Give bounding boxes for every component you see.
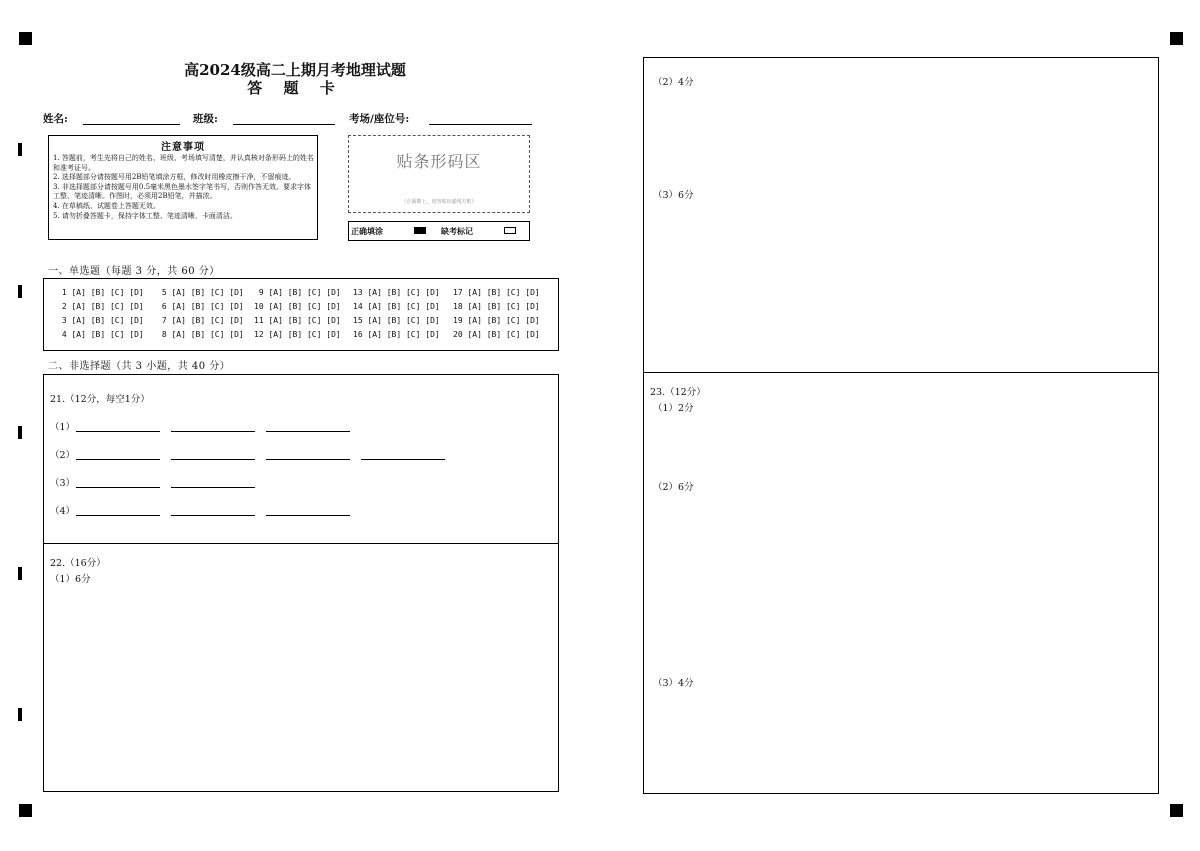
absent-mark-checkbox[interactable] [504,227,516,234]
correct-fill-label: 正确填涂 [351,226,383,236]
question-23-part-3: （3）4分 [653,678,694,689]
notice-item: 1. 答题前，考生先将自己的姓名、班级、考场填写清楚，并认真核对条形码上的姓名和准考证号。 [53,154,314,172]
answer-blank[interactable] [76,515,160,516]
answer-blank[interactable] [171,515,255,516]
class-label: 班级: [193,113,218,125]
choice-item[interactable]: 15 [A] [B] [C] [D] [353,316,440,325]
name-label: 姓名: [43,113,68,125]
registration-mark [19,804,32,817]
question-22-part-2: （2）4分 [653,77,694,88]
question-23-box[interactable] [643,372,1159,794]
answer-blank[interactable] [266,515,350,516]
answer-blank[interactable] [76,487,160,488]
choice-item[interactable]: 9 [A] [B] [C] [D] [254,288,341,297]
choice-item[interactable]: 6 [A] [B] [C] [D] [157,302,244,311]
question-22-part-1: （1）6分 [50,574,91,585]
choice-item[interactable]: 1 [A] [B] [C] [D] [57,288,144,297]
question-21-part-label: （2） [50,450,76,461]
choice-item[interactable]: 13 [A] [B] [C] [D] [353,288,440,297]
multiple-choice-grid [43,278,559,351]
choice-item[interactable]: 11 [A] [B] [C] [D] [254,316,341,325]
choice-item[interactable]: 4 [A] [B] [C] [D] [57,330,144,339]
choice-item[interactable]: 20 [A] [B] [C] [D] [453,330,540,339]
question-23-part-1: （1）2分 [653,403,694,414]
page-title: 高2024级高二上期月考地理试题 [184,61,406,79]
choice-item[interactable]: 19 [A] [B] [C] [D] [453,316,540,325]
choice-item[interactable]: 5 [A] [B] [C] [D] [157,288,244,297]
section-1-title: 一、单选题（每题 3 分，共 60 分） [48,266,220,277]
answer-blank[interactable] [76,431,160,432]
choice-item[interactable]: 16 [A] [B] [C] [D] [353,330,440,339]
notice-list [53,154,314,221]
question-21-title: 21.（12分，每空1分） [50,394,150,405]
choice-item[interactable]: 12 [A] [B] [C] [D] [254,330,341,339]
question-22-title: 22.（16分） [50,558,106,569]
timing-mark [18,426,22,439]
notice-title: 注意事项 [161,142,205,153]
choice-item[interactable]: 14 [A] [B] [C] [D] [353,302,440,311]
registration-mark [1170,804,1183,817]
timing-mark [18,143,22,156]
choice-item[interactable]: 7 [A] [B] [C] [D] [157,316,244,325]
timing-mark [18,567,22,580]
registration-mark [1170,32,1183,45]
answer-blank[interactable] [171,459,255,460]
registration-mark [19,32,32,45]
filled-box-icon [414,227,426,234]
answer-blank[interactable] [361,459,445,460]
question-23-title: 23.（12分） [650,387,706,398]
student-info-row [43,111,538,127]
fill-legend [348,221,530,241]
section-2-title: 二、非选择题（共 3 小题，共 40 分） [48,361,231,372]
question-23-part-2: （2）6分 [653,482,694,493]
barcode-title: 贴条形码区 [396,152,482,171]
question-22-continued-box[interactable] [643,57,1159,373]
seat-field[interactable] [429,124,532,125]
answer-blank[interactable] [171,431,255,432]
timing-mark [18,285,22,298]
question-21-part-label: （1） [50,422,76,433]
notice-item: 4. 在草稿纸、试题卷上答题无效。 [53,201,160,210]
question-21-box [43,374,559,544]
answer-blank[interactable] [76,459,160,460]
question-22-box[interactable] [43,543,559,792]
answer-blank[interactable] [266,431,350,432]
notice-box [48,135,318,240]
question-21-part-label: （3） [50,478,76,489]
choice-item[interactable]: 3 [A] [B] [C] [D] [57,316,144,325]
choice-item[interactable]: 18 [A] [B] [C] [D] [453,302,540,311]
seat-label: 考场/座位号: [349,113,410,125]
question-22-part-3: （3）6分 [653,190,694,201]
barcode-note: （正面朝上，切勿贴出虚线方框） [401,199,477,205]
class-field[interactable] [233,124,335,125]
choice-item[interactable]: 2 [A] [B] [C] [D] [57,302,144,311]
notice-item: 3. 非选择题部分请按题号用0.5毫米黑色墨水签字笔书写，否则作答无效。要求字体工整、笔迹清晰。作图时，必须用2B铅笔，并描浓。 [53,182,312,201]
timing-mark [18,708,22,721]
name-field[interactable] [83,124,180,125]
answer-blank[interactable] [171,487,255,488]
notice-item: 5. 请勿折叠答题卡，保持字体工整、笔迹清晰、卡面清洁。 [53,211,237,220]
choice-item[interactable]: 10 [A] [B] [C] [D] [254,302,341,311]
barcode-area[interactable] [348,135,530,213]
question-21-part-label: （4） [50,506,76,517]
choice-item[interactable]: 17 [A] [B] [C] [D] [453,288,540,297]
absent-label: 缺考标记 [441,226,473,236]
notice-item: 2. 选择题部分请按题号用2B铅笔填涂方框，修改时用橡皮擦干净，不留痕迹。 [53,173,296,182]
choice-item[interactable]: 8 [A] [B] [C] [D] [157,330,244,339]
page-subtitle: 答 题 卡 [247,79,343,97]
answer-blank[interactable] [266,459,350,460]
